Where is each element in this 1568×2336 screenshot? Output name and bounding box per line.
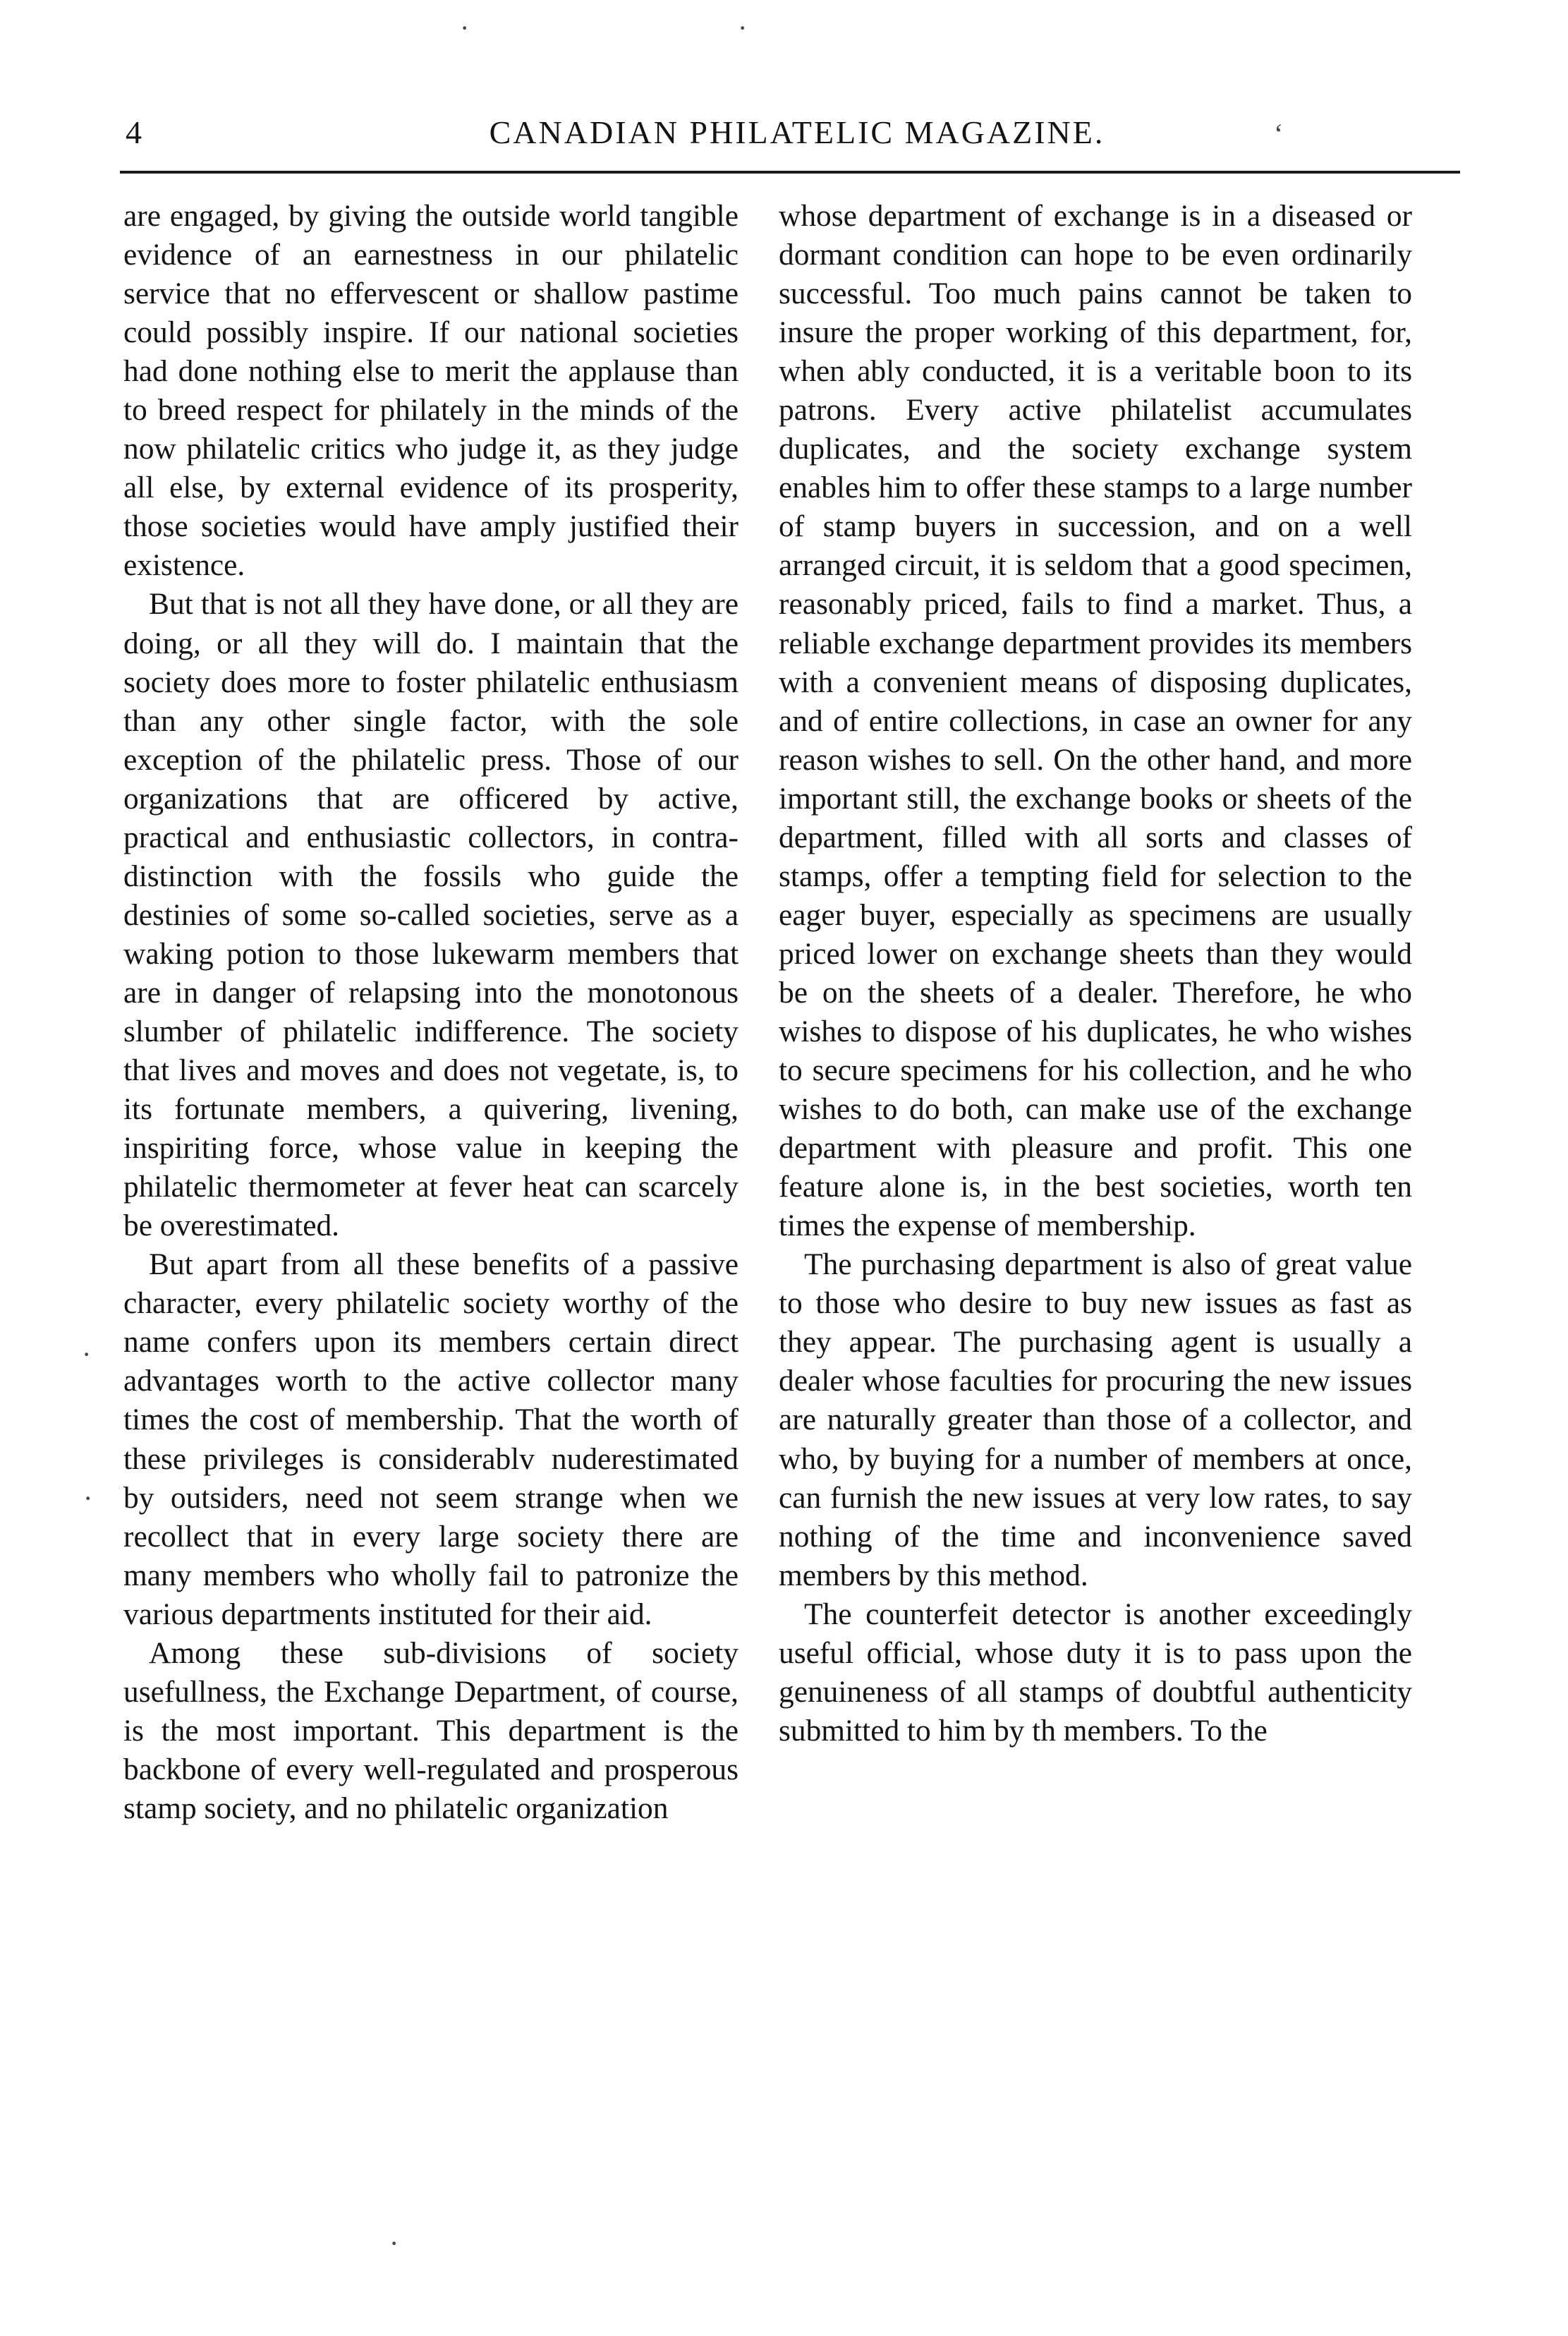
scan-speck: · bbox=[460, 12, 470, 44]
running-head-title: CANADIAN PHILATELIC MAGAZINE. bbox=[489, 114, 1105, 150]
right-column bbox=[779, 197, 1412, 1750]
paragraph: But apart from all these benefits of a passive character, every philatelic society worthy of the name confers upon its members certain direct advantages worth to the active collector many times the cost of membership. That the worth of these privileges is considerablv nuderestimated by outsiders, need not seem strange when we recollect that in every large society there are many members who wholly fail to patronize the various departments instituted for their aid. bbox=[123, 1247, 739, 1631]
paragraph: Among these sub-divisions of society usefullness, the Exchange Department, of course, is the most important. This department is the backbone of every well-regulated and prosperous stamp society, and no philatelic organization bbox=[123, 1635, 739, 1825]
page-number: 4 bbox=[126, 114, 142, 150]
left-column bbox=[123, 197, 739, 1828]
paragraph: The counterfeit detector is another exceedingly useful official, whose duty it is to pass upon the genuineness of all stamps of doubtful authenticity submitted to him by th members. To the bbox=[779, 1597, 1412, 1748]
scan-speck: · bbox=[738, 12, 748, 44]
paragraph: are engaged, by giving the outside world tangible evidence of an earnestness in our philatelic service that no effervescent or shallow pastime could possibly inspire. If our national societies had done nothing else to merit the applause than to breed respect for philately in the minds of the now philatelic critics who judge it, as they judge all else, by external evidence of its prosperity, those societies would have amply justified their existence. bbox=[123, 199, 739, 583]
paragraph: But that is not all they have done, or all they are doing, or all they will do. I maintain that the society does more to foster philatelic enthusiasm than any other single factor, with the sole exception of the philatelic press. Those of our organizations that are officered by active, practical and enthusiastic collectors, in contra-distinction with the fossils who guide the destinies of some so-called societies, serve as a waking potion to those lukewarm members that are in danger of relapsing into the monotonous slumber of philatelic indifference. The society that lives and moves and does not vegetate, is, to its fortunate members, a quivering, livening, inspiriting force, whose value in keeping the philatelic thermometer at fever heat can scarcely be overestimated. bbox=[123, 587, 739, 1243]
scan-speck: · bbox=[82, 1338, 92, 1370]
scan-speck: · bbox=[389, 2227, 399, 2259]
scan-speck: · bbox=[83, 1482, 93, 1514]
header-rule bbox=[120, 171, 1460, 174]
scan-speck: ‘ bbox=[1274, 118, 1284, 150]
paragraph: whose department of exchange is in a diseased or dormant condition can hope to be even ordinarily successful. Too much pains cannot be taken to insure the proper working of this department, for, when ably conducted, it is a veritable boon to its patrons. Every active philatelist accumulates duplicates, and the society exchange system enables him to offer these stamps to a large number of stamp buyers in succession, and on a well arranged circuit, it is seldom that a good specimen, reasonably priced, fails to find a market. Thus, a reliable exchange department provides its members with a convenient means of disposing duplicates, and of entire collections, in case an owner for any reason wishes to sell. On the other hand, and more important still, the exchange books or sheets of the department, filled with all sorts and classes of stamps, offer a tempting field for selection to the eager buyer, especially as specimens are usually priced lower on exchange sheets than they would be on the sheets of a dealer. Therefore, he who wishes to dispose of his duplicates, he who wishes to secure specimens for his collection, and he who wishes to do both, can make use of the exchange department with pleasure and profit. This one feature alone is, in the best societies, worth ten times the expense of membership. bbox=[779, 199, 1412, 1243]
paragraph: The purchasing department is also of great value to those who desire to buy new issues as fast as they appear. The purchasing agent is usually a dealer whose faculties for procuring the new issues are naturally greater than those of a collector, and who, by buying for a number of members at once, can furnish the new issues at very low rates, to say nothing of the time and inconvenience saved members by this method. bbox=[779, 1247, 1412, 1592]
